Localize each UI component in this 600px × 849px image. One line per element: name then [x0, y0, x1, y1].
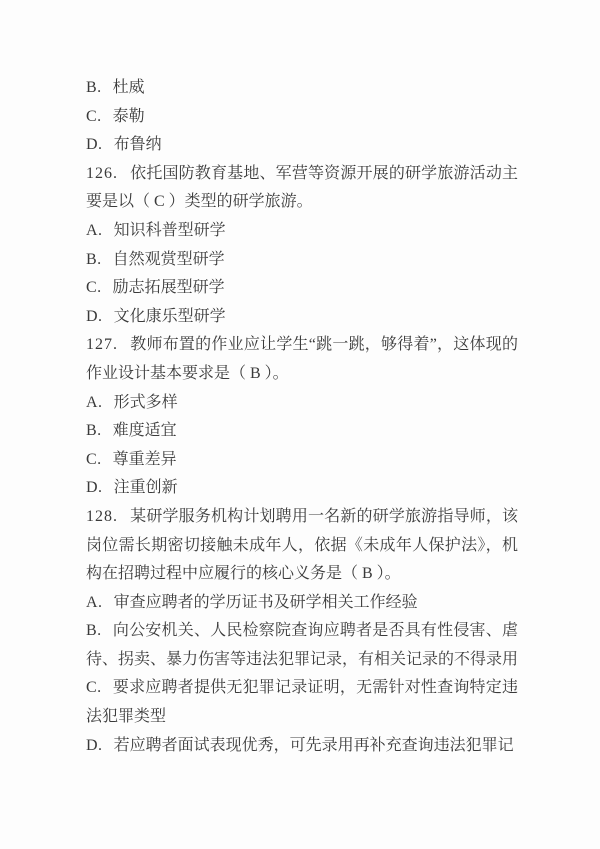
option-label: C. — [86, 679, 102, 697]
option-label: C. — [86, 450, 102, 468]
option-label: B. — [86, 622, 102, 640]
option-a — [86, 589, 518, 618]
option-text: 审查应聘者的学历证书及研学相关工作经验 — [113, 593, 418, 611]
option-b — [86, 417, 518, 446]
option-text: 注重创新 — [113, 479, 178, 497]
option-text: 向公安机关、人民检察院查询应聘者是否具有性侵害、虐待、拐卖、暴力伤害等违法犯罪记录，有相关记录的不得录用 — [86, 622, 519, 668]
option-text: 杜威 — [112, 79, 145, 96]
option-label: D. — [86, 479, 103, 497]
option-text: 泰勒 — [112, 107, 145, 125]
question-stem — [86, 160, 518, 217]
option-text: 文化康乐型研学 — [113, 307, 226, 325]
option-label: B. — [86, 422, 102, 440]
question-stem-text: 某研学服务机构计划聘用一名新的研学旅游指导师，该岗位需长期密切接触未成年人，依据《未成年人保护法》，机构在招聘过程中应履行的核心义务是（ B ）。 — [86, 507, 518, 583]
option-text: 励志拓展型研学 — [112, 279, 225, 297]
option-text: 形式多样 — [113, 393, 178, 411]
option-label: D. — [86, 736, 103, 754]
option-a — [86, 217, 518, 246]
option-d — [86, 732, 518, 761]
option-label: B. — [86, 250, 102, 268]
option-c — [86, 674, 518, 731]
option-label: B. — [86, 79, 102, 96]
option-label: A. — [86, 593, 103, 611]
question-stem-text: 教师布置的作业应让学生“跳一跳，够得着”，这体现的作业设计基本要求是（ B ）。 — [86, 336, 518, 382]
question-stem-text: 依托国防教育基地、军营等资源开展的研学旅游活动主要是以（ C ）类型的研学旅游。 — [86, 164, 518, 211]
option-text: 自然观赏型研学 — [112, 250, 225, 268]
option-a — [86, 389, 518, 418]
option-c — [86, 274, 518, 303]
option-label: A. — [86, 393, 103, 411]
option-text: 难度适宜 — [112, 422, 177, 440]
option-label: C. — [86, 107, 102, 125]
option-text: 若应聘者面试表现优秀，可先录用再补充查询违法犯罪记 — [113, 736, 514, 754]
option-b — [86, 246, 518, 275]
option-label: A. — [86, 221, 103, 239]
option-d — [86, 474, 518, 503]
option-d — [86, 303, 518, 332]
option-text: 布鲁纳 — [113, 136, 162, 154]
page-content — [86, 0, 518, 760]
carryover-option-c — [86, 103, 518, 132]
option-text: 知识科普型研学 — [113, 221, 226, 239]
option-label: D. — [86, 307, 103, 325]
question-number: 127. — [86, 336, 118, 354]
question-number: 126. — [86, 164, 118, 182]
question-126 — [86, 160, 518, 332]
carryover-option-d — [86, 131, 518, 160]
carryover-option-b — [86, 74, 518, 103]
question-stem — [86, 503, 518, 589]
option-b — [86, 617, 518, 674]
option-label: C. — [86, 279, 102, 297]
option-text: 要求应聘者提供无犯罪记录证明，无需针对性查询特定违法犯罪类型 — [86, 679, 518, 726]
question-number: 128. — [86, 507, 118, 525]
option-label: D. — [86, 136, 103, 154]
question-stem — [86, 331, 518, 388]
question-127 — [86, 331, 518, 503]
option-c — [86, 446, 518, 475]
option-text: 尊重差异 — [112, 450, 177, 468]
question-128 — [86, 503, 518, 760]
